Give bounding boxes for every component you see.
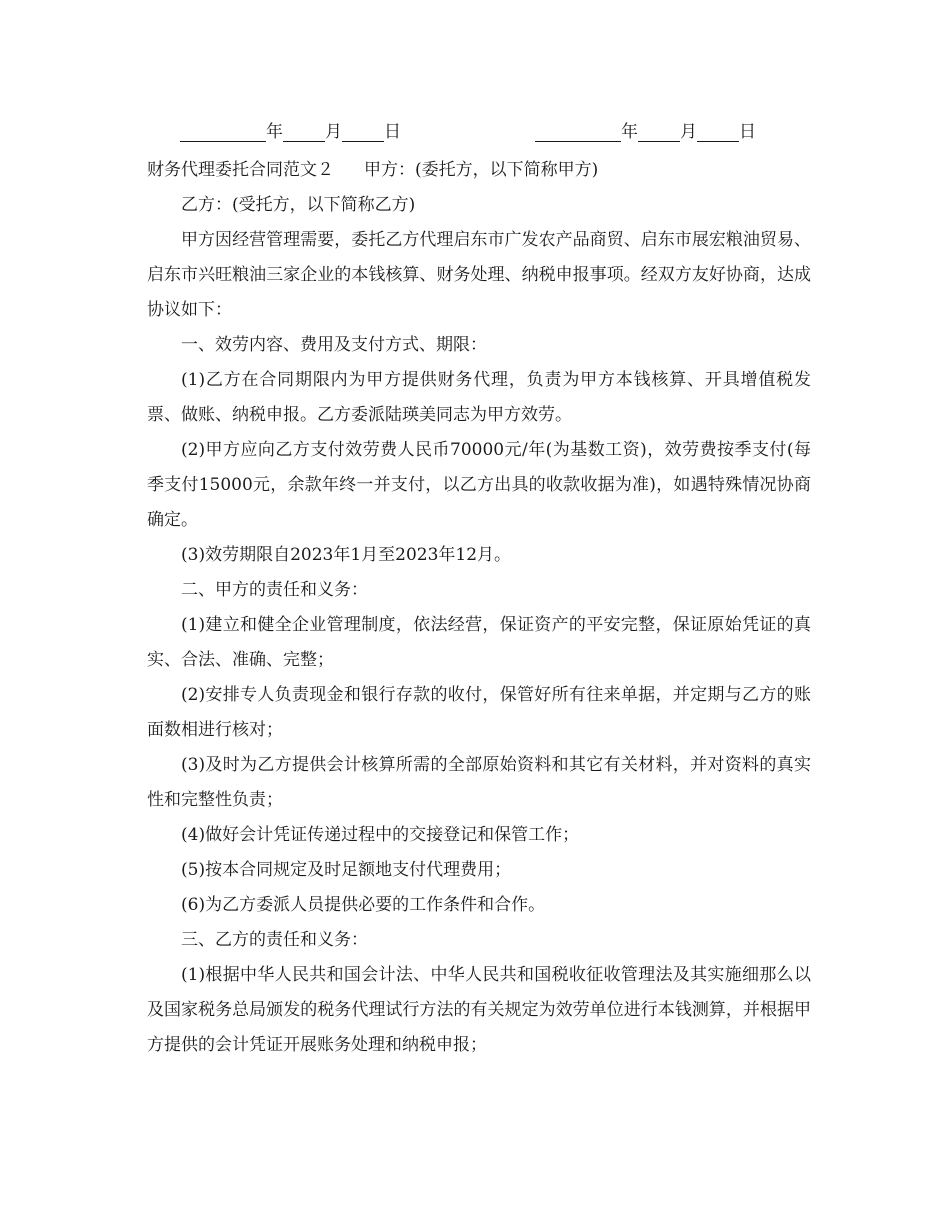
year-blank xyxy=(535,121,621,142)
month-label: 月 xyxy=(325,122,342,142)
section-heading: 一、效劳内容、费用及支付方式、期限： xyxy=(181,335,487,355)
day-label: 日 xyxy=(739,122,756,142)
document-title: 财务代理委托合同范文２ xyxy=(147,160,334,180)
signature-date-row xyxy=(147,118,811,146)
date-left xyxy=(180,118,401,146)
paragraph: (5)按本合同规定及时足额地支付代理费用； xyxy=(181,860,512,880)
title-line xyxy=(147,153,811,188)
day-label: 日 xyxy=(384,122,401,142)
paragraph: (3)效劳期限自2023年1月至2023年12月。 xyxy=(181,545,512,565)
year-label: 年 xyxy=(266,122,283,142)
date-right xyxy=(535,118,756,146)
paragraph: 甲方因经营管理需要，委托乙方代理启东市广发农产品商贸、启东市展宏粮油贸易、启东市兴旺粮油三家企业的本钱核算、财务处理、纳税申报事项。经双方友好协商，达成协议如下： xyxy=(147,230,811,320)
party-b-line: 乙方：(受托方，以下简称乙方) xyxy=(181,195,416,215)
paragraph: (1)建立和健全企业管理制度，依法经营，保证资产的平安完整，保证原始凭证的真实、合法、准确、完整； xyxy=(147,615,811,670)
year-label: 年 xyxy=(621,122,638,142)
paragraph: (1)乙方在合同期限内为甲方提供财务代理，负责为甲方本钱核算、开具增值税发票、做账、纳税申报。乙方委派陆瑛美同志为甲方效劳。 xyxy=(147,370,811,425)
day-blank xyxy=(342,121,384,142)
paragraph: (1)根据中华人民共和国会计法、中华人民共和国税收征收管理法及其实施细那么以及国家税务总局颁发的税务代理试行方法的有关规定为效劳单位进行本钱测算，并根据甲方提供的会计凭证开展账务处理和纳税申报； xyxy=(147,965,811,1055)
paragraph: (6)为乙方委派人员提供必要的工作条件和合作。 xyxy=(181,895,546,915)
section-heading: 二、甲方的责任和义务： xyxy=(181,580,368,600)
paragraph: (4)做好会计凭证传递过程中的交接登记和保管工作； xyxy=(181,825,580,845)
month-blank xyxy=(283,121,325,142)
paragraph: (2)甲方应向乙方支付效劳费人民币70000元/年(为基数工资)，效劳费按季支付(每季支付15000元，余款年终一并支付，以乙方出具的收款收据为准)，如遇特殊情况协商确定。 xyxy=(147,440,811,530)
paragraph: (2)安排专人负责现金和银行存款的收付，保管好所有往来单据，并定期与乙方的账面数相进行核对； xyxy=(147,685,811,740)
year-blank xyxy=(180,121,266,142)
party-a-line: 甲方：(委托方，以下简称甲方) xyxy=(364,160,599,180)
document-page xyxy=(147,118,811,1063)
month-label: 月 xyxy=(680,122,697,142)
paragraph: (3)及时为乙方提供会计核算所需的全部原始资料和其它有关材料，并对资料的真实性和完整性负责； xyxy=(147,755,811,810)
day-blank xyxy=(697,121,739,142)
month-blank xyxy=(638,121,680,142)
section-heading: 三、乙方的责任和义务： xyxy=(181,930,368,950)
